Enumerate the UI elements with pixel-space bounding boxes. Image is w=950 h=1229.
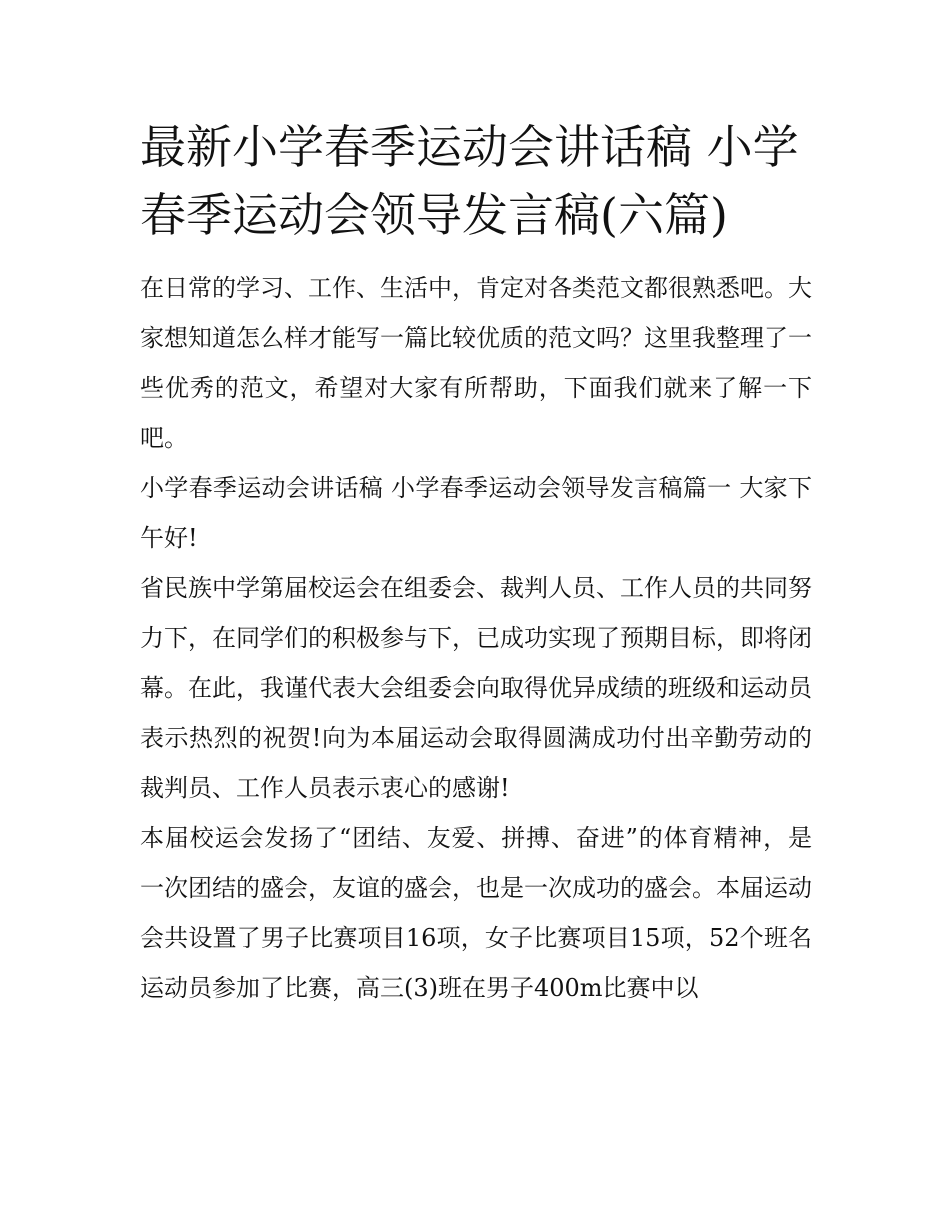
- paragraph-section-heading: 小学春季运动会讲话稿 小学春季运动会领导发言稿篇一 大家下午好!: [140, 474, 812, 552]
- paragraph-intro: 在日常的学习、工作、生活中，肯定对各类范文都很熟悉吧。大家想知道怎么样才能写一篇比较优质的范文吗？这里我整理了一些优秀的范文，希望对大家有所帮助，下面我们就来了解一下吧。: [140, 274, 812, 452]
- paragraph-games-summary: 本届校运会发扬了“团结、友爱、拼搏、奋进”的体育精神，是一次团结的盛会，友谊的盛会，也是一次成功的盛会。本届运动会共设置了男子比赛项目16项，女子比赛项目15项，52个班名运动员参加了比赛，高三(3)班在男子400m比赛中以: [140, 824, 812, 1002]
- paragraph-closing-remarks: 省民族中学第届校运会在组委会、裁判人员、工作人员的共同努力下，在同学们的积极参与下，已成功实现了预期目标，即将闭幕。在此，我谨代表大会组委会向取得优异成绩的班级和运动员表示热烈的祝贺!向为本届运动会取得圆满成功付出辛勤劳动的裁判员、工作人员表示衷心的感谢!: [140, 574, 812, 802]
- document-title: 最新小学春季运动会讲话稿 小学春季运动会领导发言稿(六篇): [140, 120, 799, 242]
- document-content: [140, 113, 812, 1013]
- document-body: [140, 263, 812, 1013]
